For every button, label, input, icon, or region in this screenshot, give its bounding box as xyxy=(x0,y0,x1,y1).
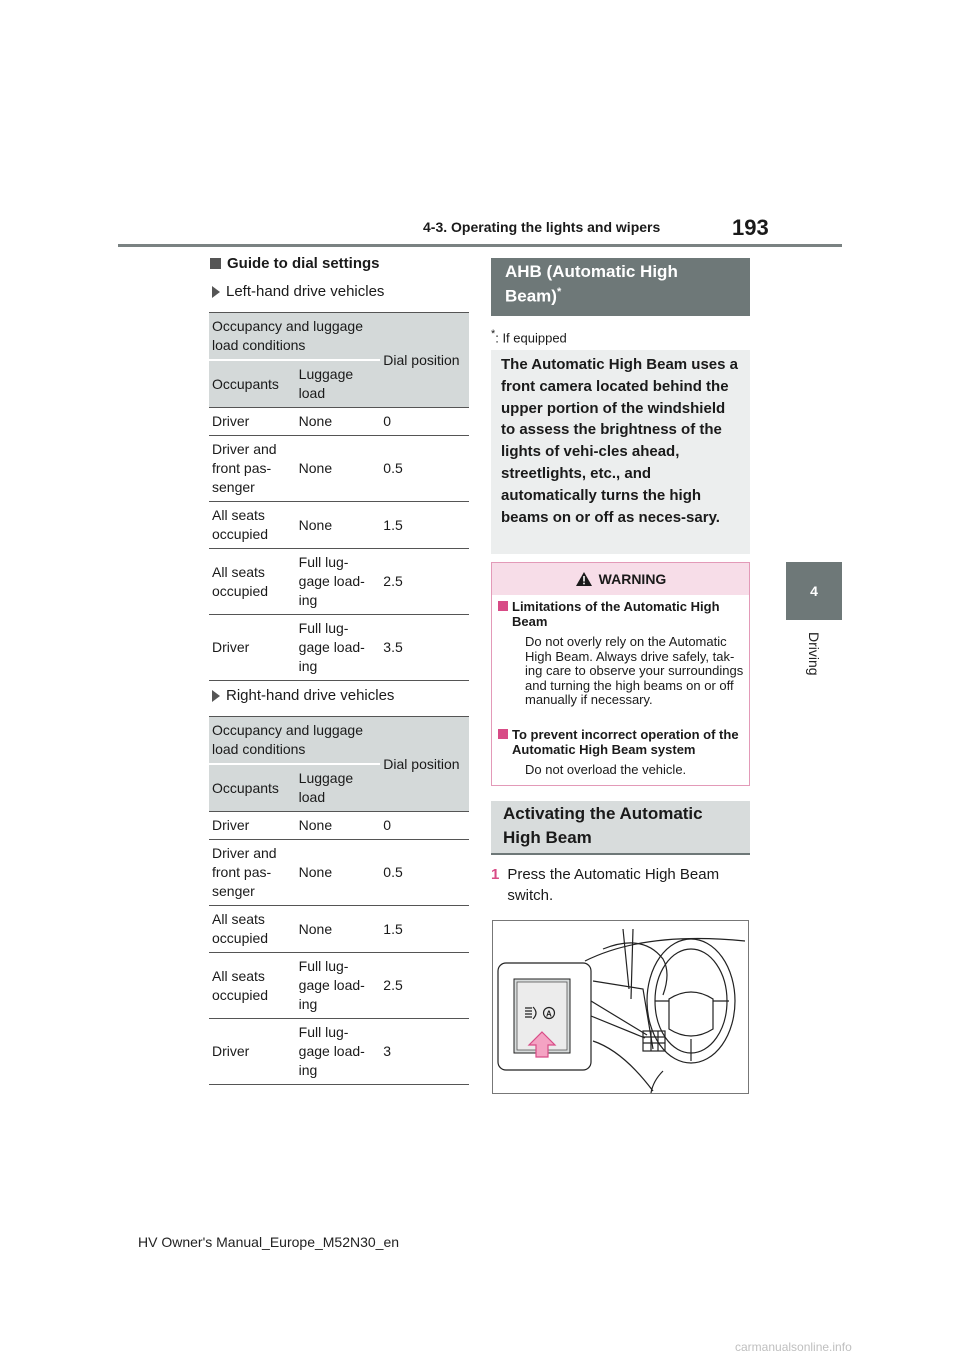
cell-luggage: None xyxy=(296,436,381,502)
guide-heading xyxy=(210,255,380,272)
guide-heading-text: Guide to dial settings xyxy=(227,255,380,272)
table-header-occupants: Occupants xyxy=(209,360,296,408)
footnote xyxy=(491,328,567,345)
lhd-caption-text: Left-hand drive vehicles xyxy=(226,283,385,300)
warning-item-heading-text: Limitations of the Automatic High Beam xyxy=(512,599,720,629)
warning-title: WARNING xyxy=(598,571,667,587)
cell-dial: 0 xyxy=(380,812,469,840)
step-text: Press the Automatic High Beam switch. xyxy=(507,866,720,904)
cell-luggage: None xyxy=(296,502,381,549)
table-row xyxy=(209,615,469,681)
cell-occupants: All seats occupied xyxy=(209,906,296,953)
footnote-asterisk: * xyxy=(491,328,496,340)
cell-dial: 1.5 xyxy=(380,502,469,549)
cell-dial: 2.5 xyxy=(380,953,469,1019)
table-row xyxy=(209,953,469,1019)
header-rule xyxy=(118,244,842,247)
cell-dial: 0 xyxy=(380,408,469,436)
cell-dial: 2.5 xyxy=(380,549,469,615)
cell-dial: 1.5 xyxy=(380,906,469,953)
cell-luggage: Full lug-gage load-ing xyxy=(296,615,381,681)
warning-triangle-icon xyxy=(575,571,593,587)
cell-occupants: Driver xyxy=(209,812,296,840)
table-row xyxy=(209,1019,469,1085)
cell-luggage: None xyxy=(296,812,381,840)
svg-text:A: A xyxy=(546,1009,552,1019)
table-row xyxy=(209,840,469,906)
cell-luggage: None xyxy=(296,840,381,906)
ahb-description: The Automatic High Beam uses a front camera located behind the upper portion of the windshield to assess the brightness of the lights of vehi-cles ahead, streetlights, etc., and automatically turns the high beams on or off as neces-sary. xyxy=(491,350,750,554)
table-header-occupants: Occupants xyxy=(209,764,296,812)
chapter-tab: 4 xyxy=(786,562,842,620)
lhd-dial-table xyxy=(209,312,469,681)
step-1 xyxy=(491,864,737,906)
section-title: 4-3. Operating the lights and wipers xyxy=(423,219,661,235)
cell-occupants: All seats occupied xyxy=(209,549,296,615)
cell-occupants: Driver and front pas-senger xyxy=(209,436,296,502)
cell-occupants: Driver xyxy=(209,408,296,436)
page-number: 193 xyxy=(732,215,769,240)
table-row xyxy=(209,408,469,436)
table-row xyxy=(209,436,469,502)
chapter-label: Driving xyxy=(806,632,822,676)
triangle-bullet-icon xyxy=(212,690,220,702)
table-row xyxy=(209,906,469,953)
footer-manual-id: HV Owner's Manual_Europe_M52N30_en xyxy=(138,1234,400,1250)
table-header-luggage: Luggage load xyxy=(296,360,381,408)
ahb-switch-illustration xyxy=(492,920,749,1094)
warning-box xyxy=(491,562,750,786)
warning-item-heading-text: To prevent incorrect operation of the Automatic High Beam system xyxy=(512,727,739,757)
pink-square-bullet-icon xyxy=(498,601,508,611)
step-number: 1 xyxy=(491,866,500,883)
cell-dial: 0.5 xyxy=(380,840,469,906)
square-bullet-icon xyxy=(210,258,221,269)
warning-item-text: Do not overload the vehicle. xyxy=(525,762,687,777)
rhd-dial-table xyxy=(209,716,469,1085)
ahb-section-title xyxy=(491,258,750,316)
table-header-dial: Dial position xyxy=(380,313,469,408)
cell-dial: 0.5 xyxy=(380,436,469,502)
cell-dial: 3 xyxy=(380,1019,469,1085)
cell-occupants: Driver and front pas-senger xyxy=(209,840,296,906)
table-header-group: Occupancy and luggage load conditions xyxy=(209,717,380,765)
pink-square-bullet-icon xyxy=(498,729,508,739)
ahb-title-text: Beam) xyxy=(505,286,557,306)
table-header-dial: Dial position xyxy=(380,717,469,812)
dashboard-drawing xyxy=(493,921,748,1093)
table-header-luggage: Luggage load xyxy=(296,764,381,812)
rhd-caption xyxy=(212,687,394,704)
ahb-title-line1: AHB (Automatic High xyxy=(505,262,678,281)
warning-body xyxy=(492,595,749,785)
cell-occupants: Driver xyxy=(209,615,296,681)
activating-title-line2: High Beam xyxy=(503,828,592,847)
watermark: carmanualsonline.info xyxy=(735,1340,852,1354)
cell-occupants: Driver xyxy=(209,1019,296,1085)
cell-occupants: All seats occupied xyxy=(209,502,296,549)
activating-title-line1: Activating the Automatic xyxy=(503,804,703,823)
triangle-bullet-icon xyxy=(212,286,220,298)
lhd-caption xyxy=(212,283,384,300)
rhd-caption-text: Right-hand drive vehicles xyxy=(226,687,395,704)
warning-header xyxy=(492,563,749,595)
table-row xyxy=(209,502,469,549)
footnote-marker: * xyxy=(556,286,562,298)
ahb-title-line2 xyxy=(505,286,561,307)
cell-dial: 3.5 xyxy=(380,615,469,681)
warning-item-heading xyxy=(498,727,743,757)
cell-luggage: None xyxy=(296,906,381,953)
cell-occupants: All seats occupied xyxy=(209,953,296,1019)
warning-item-text: Do not overly rely on the Automatic High Beam. Always drive safely, tak-ing care to observe your surroundings and turning the high beams on or off manually if necessary. xyxy=(525,634,744,707)
table-header-group: Occupancy and luggage load conditions xyxy=(209,313,380,361)
activating-section-title xyxy=(491,801,750,855)
cell-luggage: None xyxy=(296,408,381,436)
cell-luggage: Full lug-gage load-ing xyxy=(296,953,381,1019)
table-row xyxy=(209,549,469,615)
cell-luggage: Full lug-gage load-ing xyxy=(296,1019,381,1085)
warning-item-heading xyxy=(498,599,738,629)
cell-luggage: Full lug-gage load-ing xyxy=(296,549,381,615)
table-row xyxy=(209,812,469,840)
footnote-text: : If equipped xyxy=(495,330,567,346)
